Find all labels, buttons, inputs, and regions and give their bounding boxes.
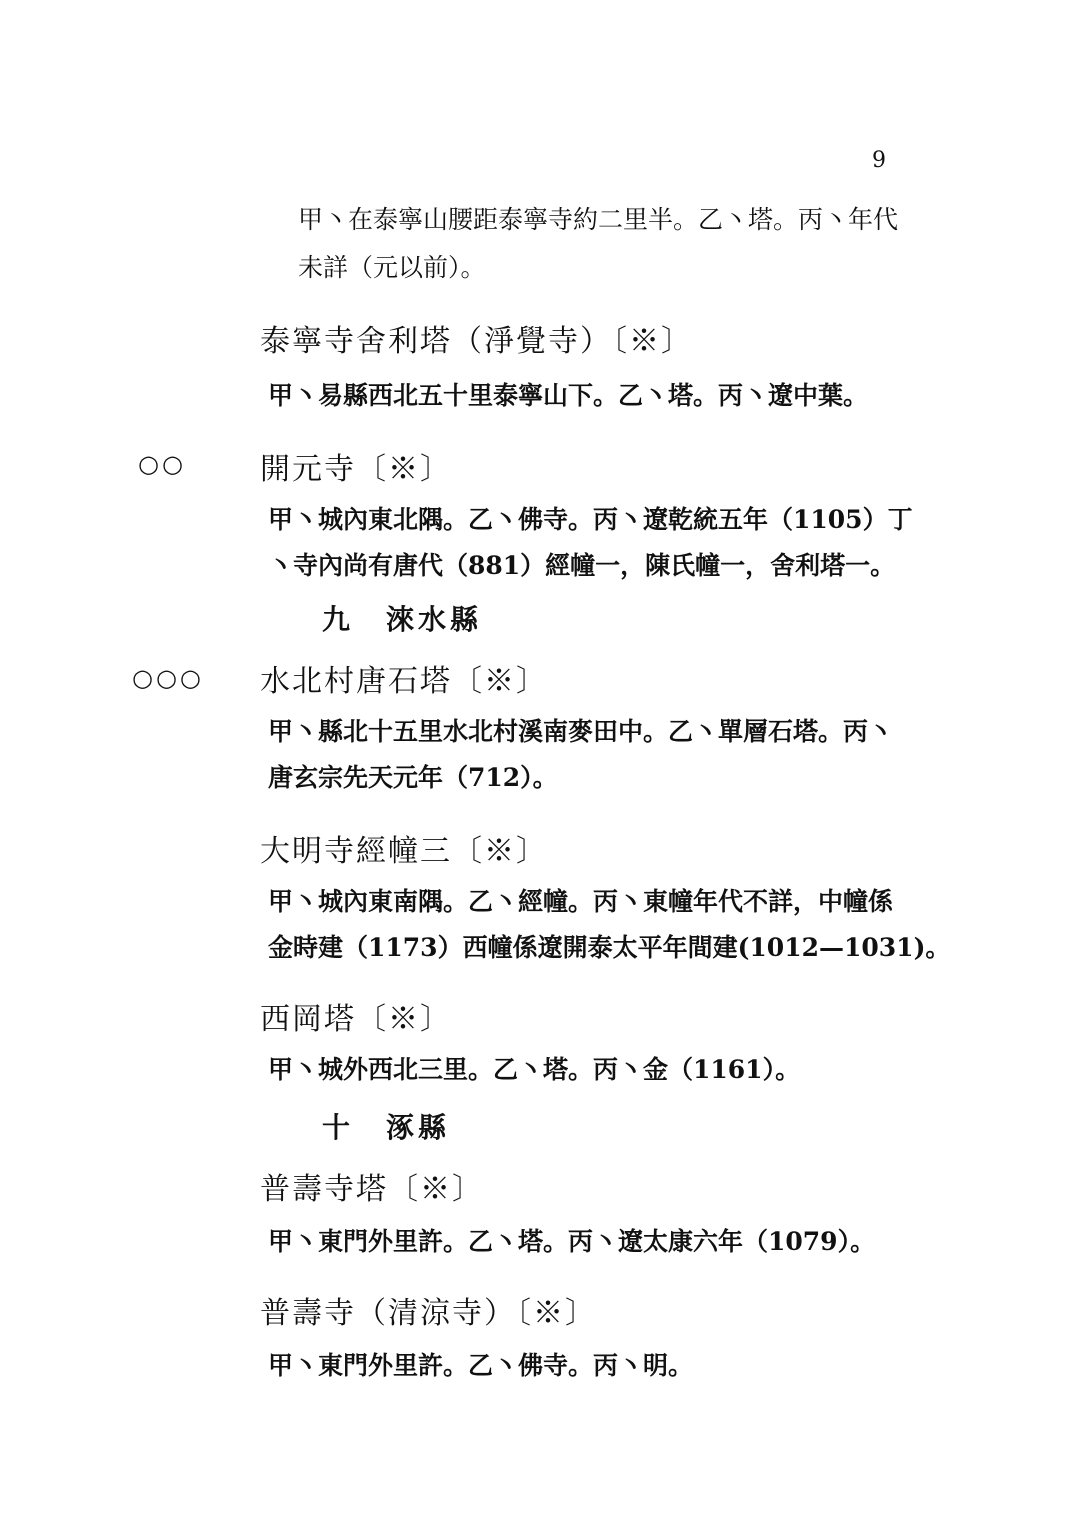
entry-heading: 普壽寺塔〔※〕 — [260, 1172, 484, 1207]
entry-heading: 普壽寺（清涼寺）〔※〕 — [260, 1296, 597, 1331]
entry-text-line: 唐玄宗先天元年（712）。 — [268, 763, 558, 792]
entry-text-line: 甲丶易縣西北五十里泰寧山下。乙丶塔。丙丶遼中葉。 — [268, 381, 869, 410]
entry-text-line: 未詳（元以前）。 — [298, 253, 486, 282]
entry-text-line: 甲丶城外西北三里。乙丶塔。丙丶金（1161）。 — [268, 1055, 801, 1084]
entry-heading: 大明寺經幢三〔※〕 — [260, 834, 548, 869]
entry-text-line: 金時建（1173）西幢係遼開泰太平年間建(1012—1031)。 — [268, 933, 951, 962]
entry-heading: 水北村唐石塔〔※〕 — [260, 664, 548, 699]
entry-text-line: 甲丶城內東南隅。乙丶經幢。丙丶東幢年代不詳，中幢係 — [268, 887, 894, 916]
section-title: 九 淶水縣 — [322, 603, 483, 636]
entry-text-line: 甲丶東門外里許。乙丶塔。丙丶遼太康六年（1079）。 — [268, 1227, 876, 1256]
entry-text-line: 甲丶城內東北隅。乙丶佛寺。丙丶遼乾統五年（1105）丁 — [268, 505, 913, 534]
entry-heading: 泰寧寺舍利塔（淨覺寺）〔※〕 — [260, 324, 693, 359]
entry-heading: 開元寺〔※〕 — [260, 452, 452, 487]
rating-marker: ○○○ — [132, 664, 204, 692]
entry-text-line: 丶寺內尚有唐代（881）經幢一，陳氏幢一，舍利塔一。 — [268, 551, 896, 580]
rating-marker: ○○ — [138, 450, 186, 478]
entry-text-line: 甲丶在泰寧山腰距泰寧寺約二里半。乙丶塔。丙丶年代 — [298, 205, 899, 234]
section-title: 十 涿縣 — [322, 1111, 451, 1144]
entry-text-line: 甲丶東門外里許。乙丶佛寺。丙丶明。 — [268, 1351, 694, 1380]
entry-text-line: 甲丶縣北十五里水北村溪南麥田中。乙丶單層石塔。丙丶 — [268, 717, 894, 746]
page-number: 9 — [872, 148, 886, 173]
entry-heading: 西岡塔〔※〕 — [260, 1002, 452, 1037]
